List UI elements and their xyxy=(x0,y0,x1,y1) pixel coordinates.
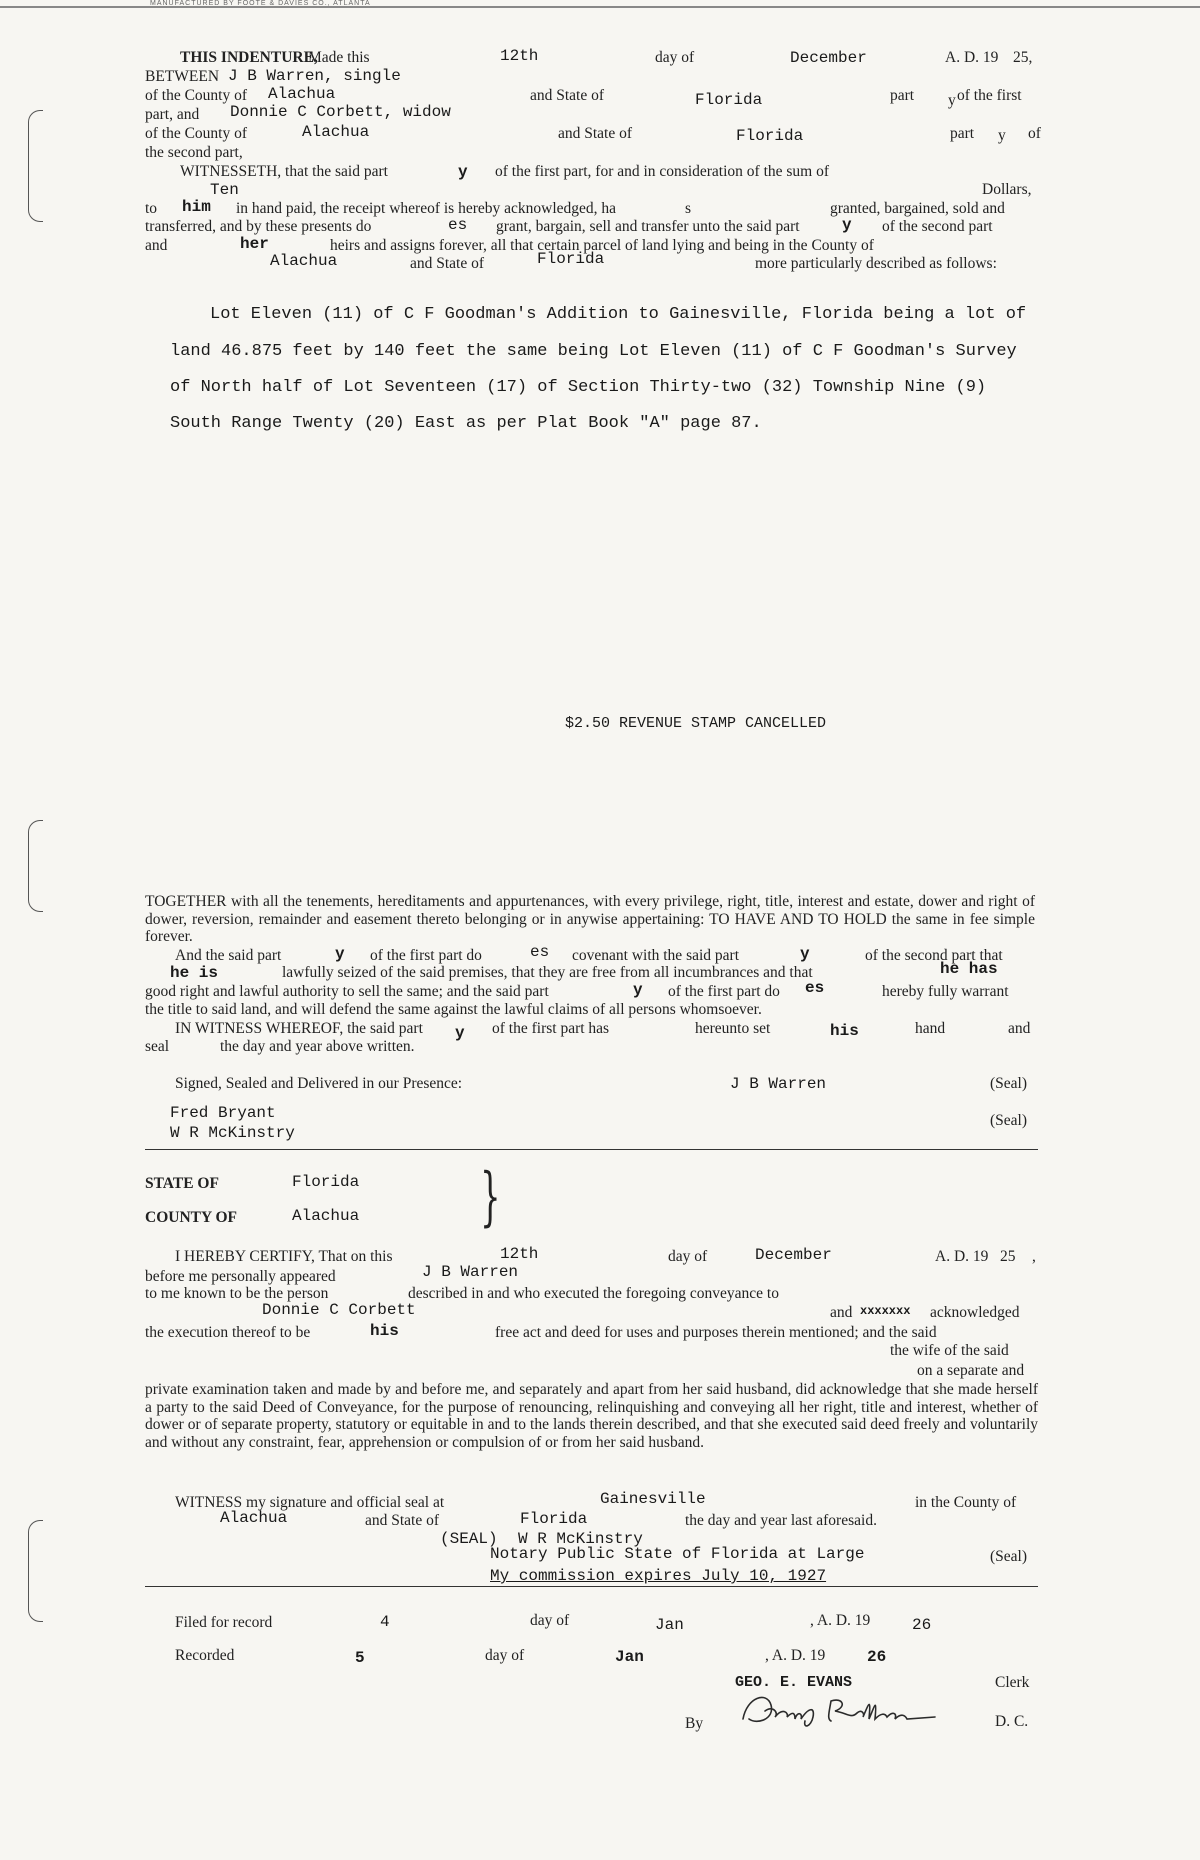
in-hand-label: in hand paid, the receipt whereof is hereby acknowledged, ha xyxy=(236,200,617,217)
covenant-label: And the said part xyxy=(175,947,282,964)
part-suffix: y xyxy=(948,92,956,109)
brace-icon: } xyxy=(480,1160,501,1234)
printer-imprint: MANUFACTURED BY FOOTE & DAVIES CO., ATLANTA xyxy=(150,0,371,7)
he-has: he has xyxy=(940,960,998,978)
legal-description-line: of North half of Lot Seventeen (17) of Section Thirty-two (32) Township Nine (9) xyxy=(170,378,987,397)
hand-label: hand xyxy=(915,1020,946,1037)
part-suffix: y xyxy=(455,1024,465,1042)
certify-label: I HEREBY CERTIFY, That on this xyxy=(175,1248,393,1265)
last-aforesaid-label: the day and year last aforesaid. xyxy=(685,1512,877,1529)
county-label: COUNTY OF xyxy=(145,1209,237,1226)
grantor-pronoun: him xyxy=(182,198,211,216)
signed-label: Signed, Sealed and Delivered in our Presence: xyxy=(175,1075,463,1092)
state-of-label: and State of xyxy=(365,1512,440,1529)
notary-name: W R McKinstry xyxy=(518,1530,643,1548)
between-label: BETWEEN xyxy=(145,68,220,85)
witness-sig-label: WITNESS my signature and official seal at xyxy=(175,1494,445,1511)
grantor-state: Florida xyxy=(695,91,763,109)
part-label: part xyxy=(950,125,975,142)
witness-signature: Fred Bryant xyxy=(170,1104,276,1122)
has-suffix: s xyxy=(685,200,692,217)
good-right-clause: good right and lawful authority to sell the same; and the said part xyxy=(145,983,549,1000)
section-divider xyxy=(145,1149,1038,1150)
land-state: Florida xyxy=(537,250,605,268)
margin-bracket xyxy=(28,1520,43,1622)
ack-state: Florida xyxy=(520,1510,588,1528)
filed-day: 4 xyxy=(380,1613,390,1631)
witness-whereof: of the first part has xyxy=(492,1020,610,1037)
indenture-month: December xyxy=(790,49,867,67)
margin-bracket xyxy=(28,110,43,222)
clerk-label: Clerk xyxy=(995,1674,1030,1691)
legal-description-line: Lot Eleven (11) of C F Goodman's Addition to Gainesville, Florida being a lot of xyxy=(210,305,1027,324)
ack-grantee: Donnie C Corbett xyxy=(262,1301,416,1319)
and-label: and xyxy=(830,1304,853,1321)
notary-seal-mark: (SEAL) xyxy=(440,1530,498,1548)
appeared-label: before me personally appeared xyxy=(145,1268,336,1285)
acknowledged-label: acknowledged xyxy=(930,1304,1020,1321)
ack-state: Florida xyxy=(292,1173,360,1191)
heirs-clause: heirs and assigns forever, all that certain parcel of land lying and being in the County of xyxy=(330,237,874,254)
notary-commission: My commission expires July 10, 1927 xyxy=(490,1567,827,1585)
grantee-pronoun: her xyxy=(240,235,269,253)
ack-city: Gainesville xyxy=(600,1490,706,1508)
legal-description-line: South Range Twenty (20) East as per Plat Book "A" page 87. xyxy=(170,414,762,433)
revenue-stamp-note: $2.50 REVENUE STAMP CANCELLED xyxy=(565,715,827,732)
part-suffix: y xyxy=(335,945,345,963)
described-label: more particularly described as follows: xyxy=(755,255,997,272)
transferred-label: transferred, and by these presents do xyxy=(145,218,372,235)
separate-label: on a separate and xyxy=(917,1362,1025,1379)
seal-label: (Seal) xyxy=(990,1075,1028,1092)
day-of-label: day of xyxy=(530,1612,570,1629)
to-label: to xyxy=(145,200,158,217)
ad-label: A. D. 19 xyxy=(945,49,999,66)
consideration-sum: Ten xyxy=(210,181,239,199)
ad-label: A. D. 19 xyxy=(935,1248,989,1265)
land-county: Alachua xyxy=(270,252,338,270)
ack-county: Alachua xyxy=(292,1207,360,1225)
recorded-month: Jan xyxy=(615,1648,644,1666)
grantee-county: Alachua xyxy=(302,123,370,141)
his-pronoun: his xyxy=(830,1022,859,1040)
does-suffix: es xyxy=(805,979,825,997)
execution-label: the execution thereof to be xyxy=(145,1324,311,1341)
covenant-label: covenant with the said part xyxy=(572,947,740,964)
legal-description-line: land 46.875 feet by 140 feet the same being Lot Eleven (11) of C F Goodman's Survey xyxy=(170,342,1017,361)
part-suffix: y xyxy=(998,127,1006,144)
and-label: and xyxy=(145,237,168,254)
filed-year: 26 xyxy=(912,1616,932,1634)
part-label: part xyxy=(890,87,915,104)
ack-year: 25 xyxy=(1000,1248,1016,1265)
grantor-signature: J B Warren xyxy=(730,1075,827,1093)
state-of-label: and State of xyxy=(530,87,605,104)
of-label: of xyxy=(1028,125,1041,142)
consideration-label: of the first part, for and in consideration of the sum of xyxy=(495,163,830,180)
grantor-name: J B Warren, single xyxy=(228,67,401,85)
part-suffix: y xyxy=(842,216,852,234)
free-act-label: free act and deed for uses and purposes therein mentioned; and the said xyxy=(495,1324,937,1341)
seal-label: (Seal) xyxy=(990,1112,1028,1129)
state-label: STATE OF xyxy=(145,1175,219,1192)
grantee-state: Florida xyxy=(736,127,804,145)
covenant-label: of the second part that xyxy=(865,947,1003,964)
witnesseth-label: WITNESSETH, that the said part xyxy=(180,163,388,180)
does-suffix: es xyxy=(448,216,468,234)
indenture-day: 12th xyxy=(500,47,539,65)
witness-signature: W R McKinstry xyxy=(170,1124,295,1142)
clerk-name: GEO. E. EVANS xyxy=(735,1674,853,1691)
day-year-label: the day and year above written. xyxy=(220,1038,415,1055)
seal-label: (Seal) xyxy=(990,1548,1028,1565)
seal-label: seal xyxy=(145,1038,170,1055)
part-suffix: y xyxy=(800,945,810,963)
together-clause: TOGETHER with all the tenements, hereditaments and appurtenances, with every privilege, right, title, interest and estate, dower and right of dower, reversion, remainder and easement thereto belonging or in anywise appertaining: TO HAVE AND TO HOLD the same in fee simple forever. xyxy=(145,893,1035,945)
day-of-label: day of xyxy=(655,49,695,66)
day-of-label: day of xyxy=(668,1248,708,1265)
in-county-label: in the County of xyxy=(915,1494,1017,1511)
executed-label: described in and who executed the foregoing conveyance to xyxy=(408,1285,779,1302)
ack-county: Alachua xyxy=(220,1509,288,1527)
and-label: and xyxy=(1008,1020,1031,1037)
made-this-label: Made this xyxy=(308,49,370,66)
grant-clause: grant, bargain, sell and transfer unto the said part xyxy=(496,218,800,235)
deputy-clerk-label: D. C. xyxy=(995,1713,1029,1730)
hereunto-label: hereunto set xyxy=(695,1020,771,1037)
his-pronoun: his xyxy=(370,1322,399,1340)
grantee-name: Donnie C Corbett, widow xyxy=(230,103,451,121)
state-of-label: and State of xyxy=(558,125,633,142)
private-exam-clause: private examination taken and made by and before me, and separately and apart from her said husband, did acknowledge that she made herself a party to the said Deed of Conveyance, for the purpose of renouncing, relinquishing and conveying all her right, title and interest, whether of dower or of separate property, statutory or equitable in and to the lands therein described, and that she executed said deed freely and voluntarily and without any constraint, fear, apprehension or compulsion of or from her said husband. xyxy=(145,1381,1038,1451)
part-suffix: y xyxy=(458,163,468,181)
ad-label: , A. D. 19 xyxy=(810,1612,871,1629)
state-of-label: and State of xyxy=(410,255,485,272)
defend-clause: the title to said land, and will defend the same against the lawful claims of all persons whomsoever. xyxy=(145,1001,762,1018)
by-label: By xyxy=(685,1715,704,1732)
filed-label: Filed for record xyxy=(175,1614,273,1631)
struck-text: xxxxxxx xyxy=(860,1304,911,1318)
filed-month: Jan xyxy=(655,1616,684,1634)
does-suffix: es xyxy=(530,943,550,961)
dollars-label: Dollars, xyxy=(982,181,1032,198)
ad-label: , A. D. 19 xyxy=(765,1647,826,1664)
second-part-label: the second part, xyxy=(145,144,243,161)
seized-clause: lawfully seized of the said premises, that they are free from all incumbrances and that xyxy=(282,964,813,981)
county-of-label: of the County of xyxy=(145,125,248,142)
witness-whereof: IN WITNESS WHEREOF, the said part xyxy=(175,1020,423,1037)
section-divider xyxy=(145,1586,1038,1587)
recorded-year: 26 xyxy=(867,1648,887,1666)
of-the-first-label: of the first xyxy=(957,87,1022,104)
ack-month: December xyxy=(755,1246,832,1264)
ack-comma: , xyxy=(1032,1248,1036,1265)
he-is: he is xyxy=(170,964,219,982)
notary-title: Notary Public State of Florida at Large xyxy=(490,1545,865,1563)
ack-day: 12th xyxy=(500,1245,539,1263)
granted-label: granted, bargained, sold and xyxy=(830,200,1005,217)
margin-bracket xyxy=(28,820,43,912)
part-suffix: y xyxy=(633,981,643,999)
grantor-county: Alachua xyxy=(268,85,336,103)
ack-person: J B Warren xyxy=(422,1263,519,1281)
indenture-intro: THIS INDENTURE, xyxy=(180,49,318,66)
part-and-label: part, and xyxy=(145,106,200,123)
covenant-label: of the first part do xyxy=(370,947,482,964)
warrant-label: hereby fully warrant xyxy=(882,983,1009,1000)
recorded-label: Recorded xyxy=(175,1647,235,1664)
indenture-year: 25, xyxy=(1013,49,1033,66)
first-part-do: of the first part do xyxy=(668,983,780,1000)
deputy-clerk-signature xyxy=(735,1683,975,1733)
known-label: to me known to be the person xyxy=(145,1285,329,1302)
recorded-day: 5 xyxy=(355,1649,365,1667)
wife-label: the wife of the said xyxy=(890,1342,1009,1359)
of-second-part-label: of the second part xyxy=(882,218,993,235)
county-of-label: of the County of xyxy=(145,87,248,104)
day-of-label: day of xyxy=(485,1647,525,1664)
